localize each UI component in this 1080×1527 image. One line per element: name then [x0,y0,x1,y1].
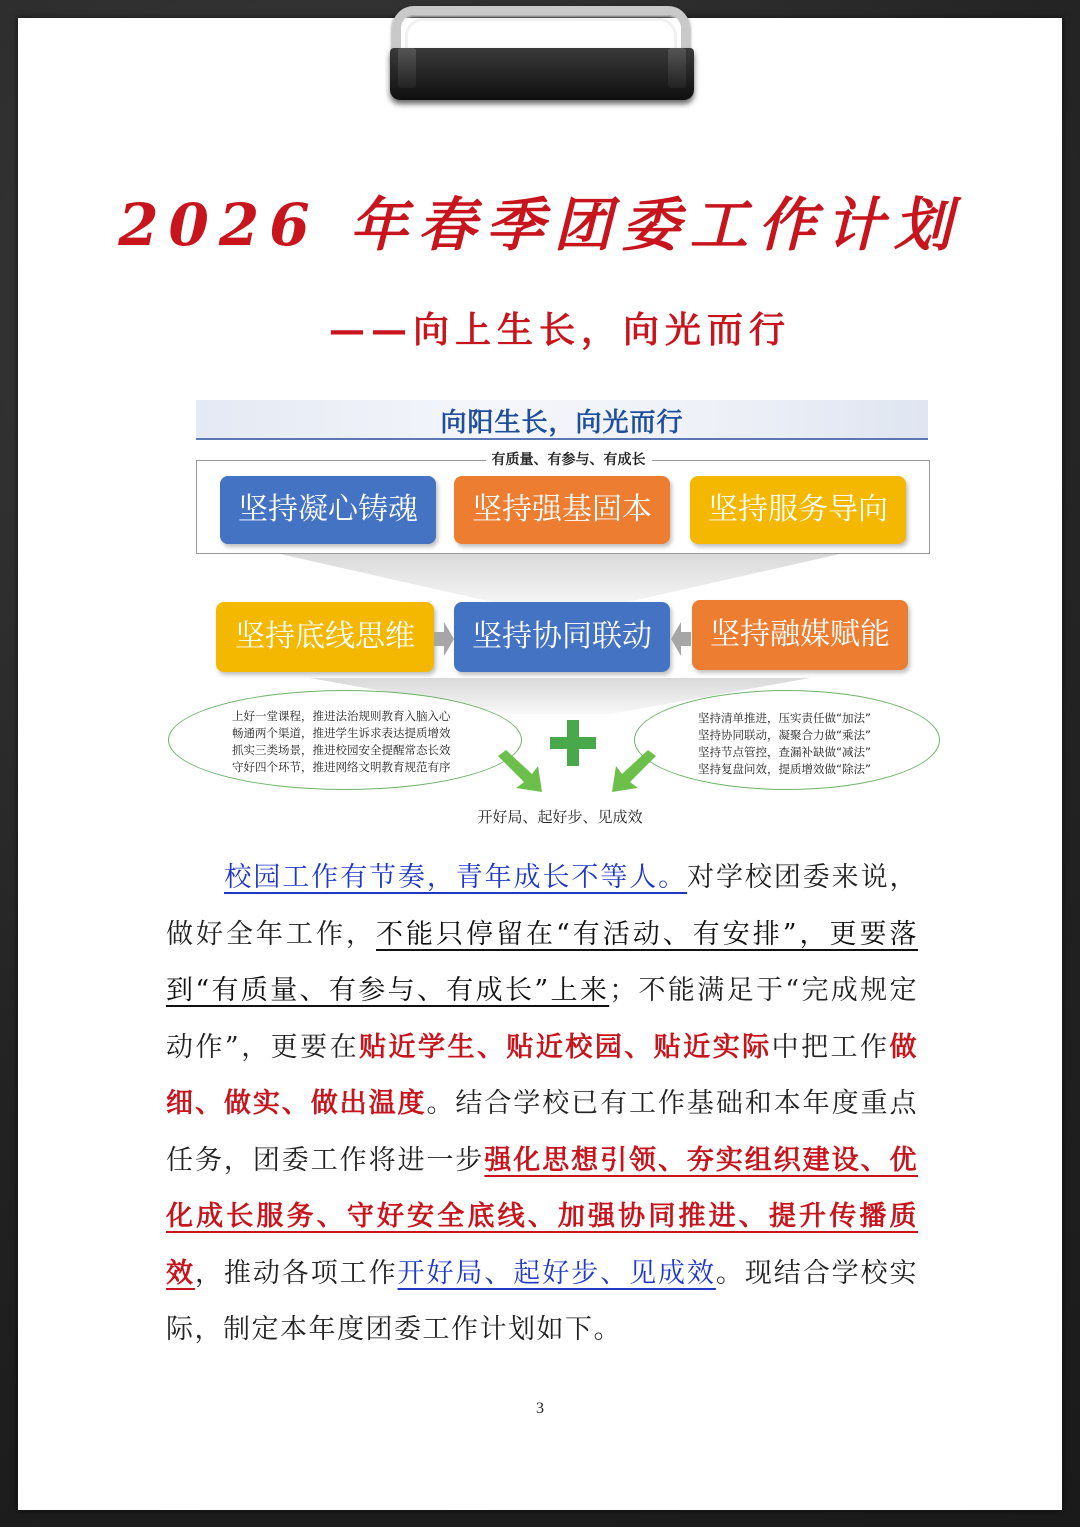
right-ellipse-line: 坚持复盘问效，提质增效做“除法” [698,762,871,776]
frame-label [160,449,977,469]
emphasis-close-to-students: 贴近学生、贴近校园、贴近实际 [359,1031,772,1063]
principle-box-5: 坚持协同联动 [454,602,670,672]
page-number: 3 [536,1400,544,1417]
opening-sentence: 校园工作有节奏，青年成长不等人。 [224,862,688,893]
principle-box-2: 坚持强基固本 [454,476,670,544]
intro-paragraph [166,850,918,1359]
diagram-heading: 向阳生长，向光而行 [440,408,684,438]
left-ellipse-text [232,708,451,776]
page-title: 2026 年春季团委工作计划 [118,191,962,259]
clipboard-clip-base [390,48,694,100]
left-ellipse-line: 畅通两个渠道，推进学生诉求表达提质增效 [232,726,451,740]
emphasis-good-start: 开好局、起好步、见成效 [397,1257,716,1289]
left-ellipse-line: 抓实三类场景，推进校园安全提醒常态长效 [232,743,451,757]
down-left-arrow-icon [606,750,656,794]
paragraph-text: 。结合学校已有工作基础和本年度重点任务，团委工作将进一步 [166,1088,919,1176]
emphasis-key-tasks: 强化思想引领、夯实组织建设、优化成长服务、守好安全底线、加强协同推进、提升传播质效 [166,1144,919,1289]
diagram-heading-bar [196,400,928,440]
paragraph-text: ；不能满足于“完成规定动作”，更要在 [166,975,918,1063]
funnel-arrow-top [280,554,840,606]
paragraph-text: 中把工作 [771,1031,890,1063]
plus-icon [550,720,596,766]
emphasis-quality: 不能只停留在“有活动、有安排”，更要落到“有质量、有参与、有成长”上来 [166,918,919,1006]
down-right-arrow-icon [498,750,548,794]
right-ellipse-line: 坚持清单推进，压实责任做“加法” [698,711,871,725]
left-ellipse-line: 上好一堂课程，推进法治规则教育入脑入心 [232,709,451,723]
emphasis-warmth: 做细、做实、做出温度 [166,1031,918,1119]
frame-label-text: 有质量、有参与、有成长 [486,452,652,468]
framework-diagram [160,396,940,836]
left-ellipse-line: 守好四个环节，推进网络文明教育规范有序 [232,760,451,774]
left-arrow-icon [671,622,691,656]
right-ellipse-text [698,710,871,778]
right-ellipse-line: 坚持协同联动，凝聚合力做“乘法” [698,728,871,742]
principle-box-3: 坚持服务导向 [690,476,906,544]
paragraph-text: 。现结合学校实际，制定本年度团委工作计划如下。 [166,1257,919,1345]
page-subtitle: ——向上生长，向光而行 [328,309,791,351]
right-ellipse-line: 坚持节点管控，查漏补缺做“减法” [698,745,871,759]
paragraph-text: ，推动各项工作 [194,1257,398,1289]
right-arrow-icon [434,622,454,656]
principle-box-6: 坚持融媒赋能 [692,600,908,670]
principle-box-4: 坚持底线思维 [216,602,434,672]
paragraph-text: 对学校团委来说，做好全年工作， [166,862,919,950]
principle-box-1: 坚持凝心铸魂 [220,476,436,544]
diagram-outcome-label: 开好局、起好步、见成效 [477,808,643,826]
